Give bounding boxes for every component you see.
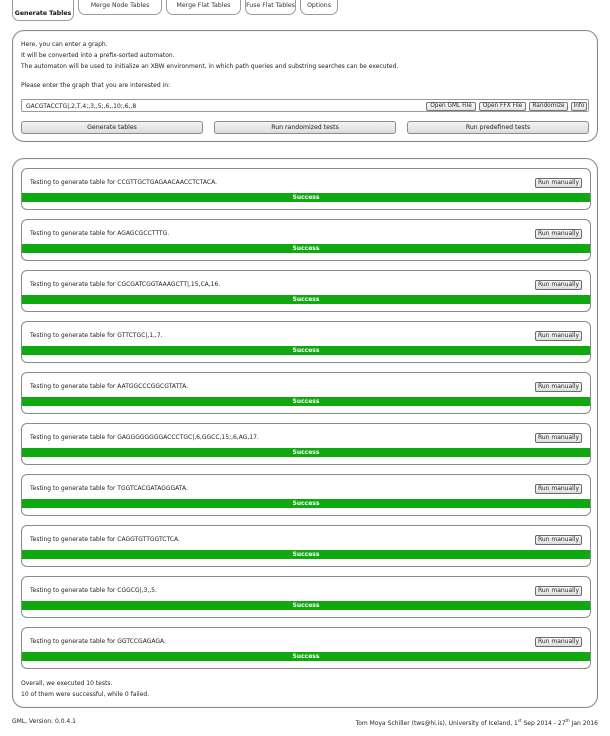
run-manually-button[interactable]: Run manually	[535, 484, 582, 494]
intro-line-2: It will be converted into a prefix-sorted automaton.	[21, 52, 175, 59]
success-status-bar: Success	[22, 244, 590, 253]
test-results-panel	[12, 158, 598, 708]
test-result	[21, 321, 591, 363]
test-label: Testing to generate table for TGGTCACGATAGGGATA.	[30, 485, 188, 492]
run-manually-button[interactable]: Run manually	[535, 637, 582, 647]
test-result	[21, 423, 591, 465]
intro-line-3: The automaton will be used to initialize an XBW environment, in which path queries and substring searches can be executed.	[21, 63, 399, 70]
tab-merge-flat-tables[interactable]: Merge Flat Tables	[166, 0, 241, 15]
success-status-bar: Success	[22, 448, 590, 457]
success-status-bar: Success	[22, 652, 590, 661]
graph-input-panel	[12, 30, 598, 142]
run-randomized-tests-button[interactable]: Run randomized tests	[214, 121, 396, 134]
success-status-bar: Success	[22, 346, 590, 355]
test-result	[21, 219, 591, 261]
ordinal-suffix: th	[565, 718, 570, 723]
test-result	[21, 576, 591, 618]
tab-generate-tables[interactable]: Generate Tables	[12, 0, 74, 21]
success-status-bar: Success	[22, 295, 590, 304]
tab-merge-node-tables[interactable]: Merge Node Tables	[78, 0, 162, 15]
info-button[interactable]: Info	[571, 102, 587, 111]
intro-line-1: Here, you can enter a graph.	[21, 41, 108, 48]
ordinal-suffix: st	[517, 718, 522, 723]
date-end-text: Jan 2016	[569, 720, 598, 727]
test-result	[21, 627, 591, 669]
version-label: GML, Version: 0.0.4.1	[12, 718, 76, 725]
test-label: Testing to generate table for GTTCTGC|,1,,7.	[30, 332, 163, 339]
graph-input[interactable]	[26, 101, 406, 111]
run-manually-button[interactable]: Run manually	[535, 535, 582, 545]
test-result	[21, 474, 591, 516]
author-text: Tom Moya Schiller (tws@hi.is), University of Iceland, 1	[355, 720, 518, 727]
test-result	[21, 168, 591, 210]
test-label: Testing to generate table for CCGTTGCTGAGAACAACCTCTACA.	[30, 179, 218, 186]
test-label: Testing to generate table for CAGGTGTTGGTCTCA.	[30, 536, 180, 543]
open-ffx-file-button[interactable]: Open FFX File	[479, 102, 526, 111]
tab-fuse-flat-tables[interactable]: Fuse Flat Tables	[245, 0, 296, 15]
open-gml-file-button[interactable]: Open GML File	[426, 102, 476, 111]
generate-tables-button[interactable]: Generate tables	[21, 121, 203, 134]
test-result	[21, 525, 591, 567]
summary-executed: Overall, we executed 10 tests.	[21, 680, 113, 687]
test-label: Testing to generate table for CGCGATCGGTAAAGCTT|,15,CA,16.	[30, 281, 221, 288]
success-status-bar: Success	[22, 499, 590, 508]
run-manually-button[interactable]: Run manually	[535, 178, 582, 188]
run-manually-button[interactable]: Run manually	[535, 586, 582, 596]
graph-input-row	[21, 99, 589, 112]
success-status-bar: Success	[22, 193, 590, 202]
success-status-bar: Success	[22, 601, 590, 610]
test-label: Testing to generate table for GAGGGGGGGGACCCTGC|,6,GGCC,15;,6,AG,17.	[30, 434, 259, 441]
tab-options[interactable]: Options	[300, 0, 338, 15]
author-credit	[356, 718, 598, 727]
run-manually-button[interactable]: Run manually	[535, 229, 582, 239]
run-predefined-tests-button[interactable]: Run predefined tests	[407, 121, 589, 134]
test-result	[21, 372, 591, 414]
test-result	[21, 270, 591, 312]
test-label: Testing to generate table for CGGCG|,3,,5.	[30, 587, 157, 594]
test-label: Testing to generate table for AATGGCCCGGCGTATTA.	[30, 383, 189, 390]
run-manually-button[interactable]: Run manually	[535, 280, 582, 290]
summary-results: 10 of them were successful, while 0 failed.	[21, 691, 150, 698]
success-status-bar: Success	[22, 397, 590, 406]
run-manually-button[interactable]: Run manually	[535, 331, 582, 341]
intro-line-4: Please enter the graph that you are interested in:	[21, 82, 171, 89]
test-label: Testing to generate table for GGTCCGAGAGA.	[30, 638, 166, 645]
run-manually-button[interactable]: Run manually	[535, 433, 582, 443]
date-range-text: Sep 2014 - 27	[521, 720, 566, 727]
test-label: Testing to generate table for AGAGCGCCTTTG.	[30, 230, 170, 237]
run-manually-button[interactable]: Run manually	[535, 382, 582, 392]
randomize-button[interactable]: Randomize	[529, 102, 568, 111]
success-status-bar: Success	[22, 550, 590, 559]
